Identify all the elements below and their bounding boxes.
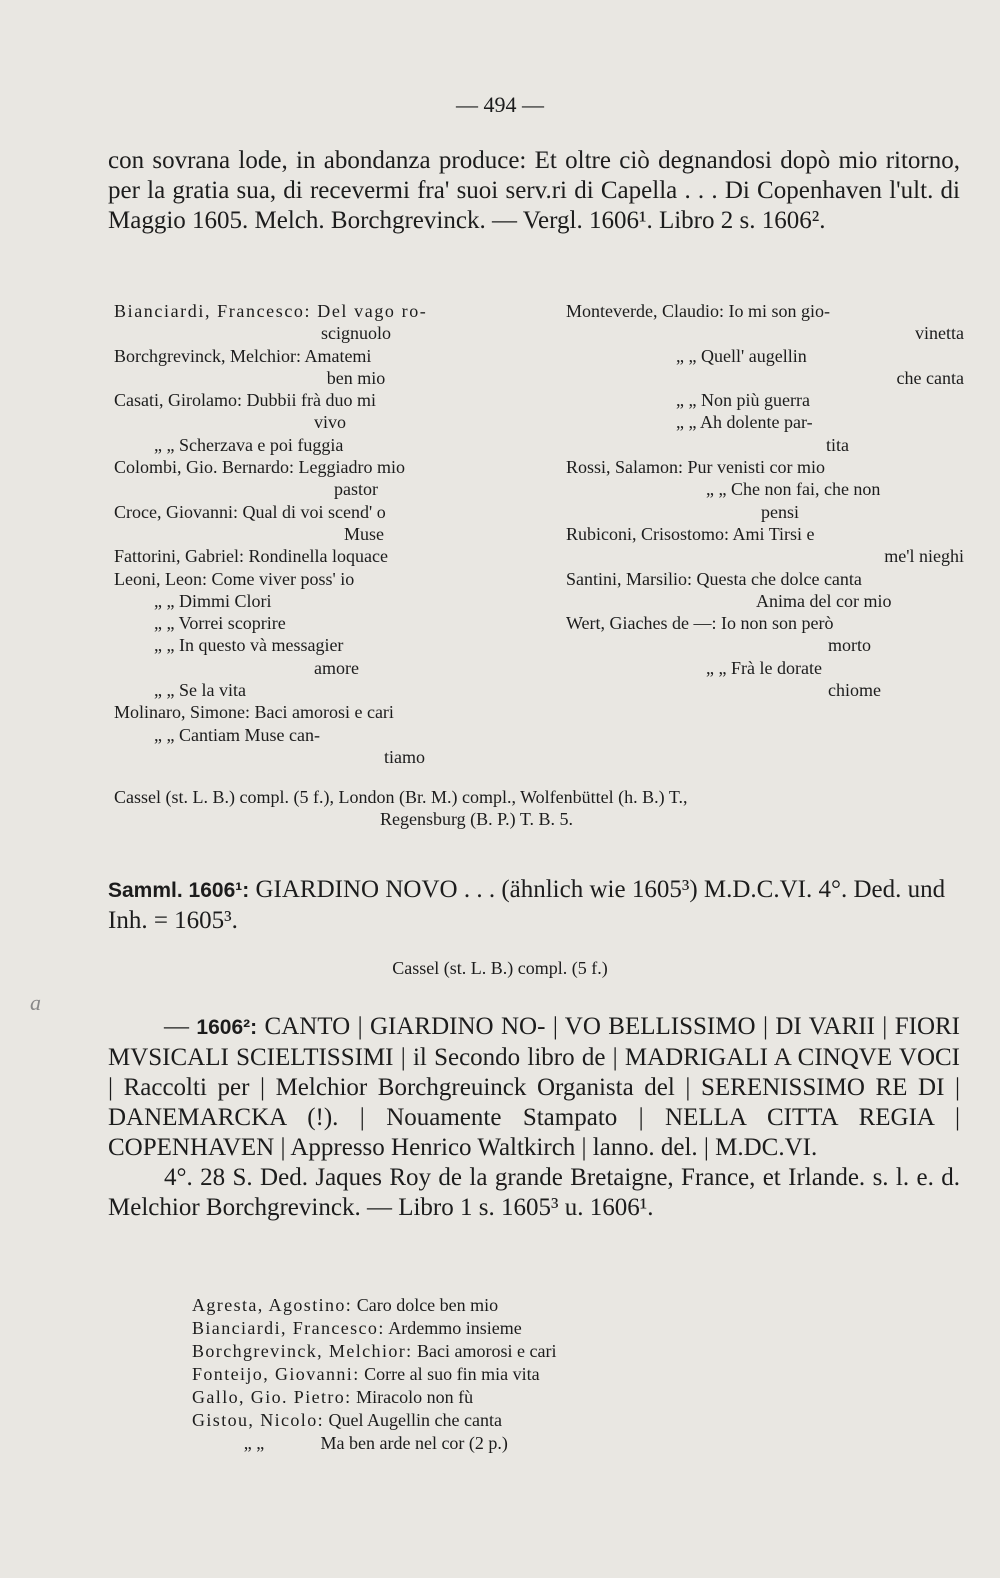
right-column bbox=[566, 300, 964, 701]
entry-cont: tiamo bbox=[384, 746, 425, 767]
samml-label: Samml. 1606¹: bbox=[108, 879, 250, 902]
entry-text: „ „ Cantiam Muse can- bbox=[154, 724, 320, 745]
entry-cont: vinetta bbox=[915, 323, 964, 344]
entry-text: „ „ Ah dolente par- bbox=[676, 412, 813, 433]
piece-title: Corre al suo fin mia vita bbox=[359, 1364, 540, 1384]
piece-title: Caro dolce ben mio bbox=[352, 1295, 499, 1315]
entry bbox=[566, 612, 964, 657]
entry-text: Casati, Girolamo: Dubbii frà duo mi bbox=[114, 390, 376, 411]
entry-text: Monteverde, Claudio: Io mi son gio- bbox=[566, 301, 830, 321]
samml-1606-2 bbox=[108, 1012, 960, 1223]
entry-cont: scignuolo bbox=[321, 323, 391, 344]
entry: „ „ Vorrei scoprire bbox=[154, 613, 286, 634]
library-holdings bbox=[114, 786, 964, 830]
entry bbox=[566, 300, 964, 345]
piece-title: Miracolo non fù bbox=[351, 1387, 474, 1407]
entry-text: Rubiconi, Crisostomo: Ami Tirsi e bbox=[566, 523, 815, 544]
entry: Leoni, Leon: Come viver poss' io bbox=[114, 568, 355, 589]
entry: „ „ Scherzava e poi fuggia bbox=[154, 434, 344, 455]
library-line-2: Regensburg (B. P.) T. B. 5. bbox=[380, 809, 574, 829]
entry-cont: pastor bbox=[334, 479, 378, 500]
entry-text: Bianciardi, Francesco: Del vago ro- bbox=[114, 301, 428, 321]
entry-text: „ „ Quell' augellin bbox=[676, 345, 807, 366]
entry bbox=[566, 411, 964, 456]
entry-text: Wert, Giaches de —: Io non son però bbox=[566, 613, 834, 634]
entry bbox=[566, 478, 964, 523]
entry: Anima del cor mio bbox=[756, 590, 892, 611]
list-item bbox=[192, 1409, 557, 1432]
entry-cont: vivo bbox=[314, 412, 347, 433]
entry-cont: che canta bbox=[896, 367, 964, 388]
page-number: — 494 — bbox=[456, 92, 544, 117]
composer-name: „ „ bbox=[243, 1433, 265, 1453]
entry: Fattorini, Gabriel: Rondinella loquace bbox=[114, 546, 388, 567]
intro-paragraph: con sovrana lode, in abondanza produce: Et oltre ciò degnandosi dopò mio ritorno, per la gratia sua, di recevermi fra' suoi serv.ri di Capella . . . Di Copenhaven l'ult. di Maggio 1605. Melch. Borchgrevinck. — Vergl. 1606¹. Libro 2 s. 1606². bbox=[108, 147, 960, 234]
entry-cont: morto bbox=[828, 635, 871, 656]
entry-text: Borchgrevinck, Melchior: Amatemi bbox=[114, 345, 372, 366]
entry-cont: me'l nieghi bbox=[884, 546, 964, 567]
left-column bbox=[114, 300, 538, 768]
entry-text: Colombi, Gio. Bernardo: Leggiadro mio bbox=[114, 457, 405, 478]
list-item bbox=[192, 1340, 557, 1363]
entry bbox=[114, 724, 538, 769]
piece-title: Baci amorosi e cari bbox=[412, 1341, 557, 1361]
entry: Santini, Marsilio: Questa che dolce canta bbox=[566, 568, 862, 589]
composer-name: Gallo, Gio. Pietro: bbox=[192, 1387, 352, 1407]
entry-cont: chiome bbox=[828, 680, 881, 701]
entry-text: „ „ Frà le dorate bbox=[706, 657, 822, 678]
library-holdings-2: Cassel (st. L. B.) compl. (5 f.) bbox=[392, 958, 608, 978]
entry bbox=[566, 345, 964, 390]
entry-cont: tita bbox=[826, 434, 849, 455]
entry bbox=[114, 634, 538, 679]
piece-title: Ma ben arde nel cor (2 p.) bbox=[316, 1433, 508, 1453]
entry bbox=[566, 523, 964, 568]
entry: „ „ Se la vita bbox=[154, 680, 246, 701]
samml-label: 1606²: bbox=[196, 1016, 258, 1039]
composer-name: Fonteijo, Giovanni: bbox=[192, 1364, 360, 1384]
entry-cont: pensi bbox=[761, 501, 799, 522]
composer-name: Borchgrevinck, Melchior: bbox=[192, 1341, 413, 1361]
entry bbox=[114, 300, 538, 345]
entry: Rossi, Salamon: Pur venisti cor mio bbox=[566, 457, 825, 478]
composer-name: Bianciardi, Francesco: bbox=[192, 1318, 385, 1338]
composer-name: Agresta, Agostino: bbox=[192, 1295, 353, 1315]
samml-title: CANTO | GIARDINO NO- | VO BELLISSIMO | DI VARII | FIORI MVSICALI SCIELTISSIMI | il Secondo libro de | MADRIGALI A CINQVE VOCI | Raccolti per | Melchior Borchgreuinck Organista del | SERENISSIMO RE DI | DANEMARCKA (!). | Nouamente Stampato | NELLA CITTA REGIA | COPENHAVEN | Appresso Henrico Waltkirch | lanno. del. | M.DC.VI. bbox=[108, 1013, 960, 1161]
entry: Molinaro, Simone: Baci amorosi e cari bbox=[114, 702, 394, 723]
list-item bbox=[192, 1432, 557, 1455]
samml-title-block: — 1606²: CANTO | GIARDINO NO- | VO BELLISSIMO | DI VARII | FIORI MVSICALI SCIELTISSIMI | il Secondo libro de | MADRIGALI A CINQVE VOCI | Raccolti per | Melchior Borchgreuinck Organista del | SERENISSIMO RE DI | DANEMARCKA (!). | Nouamente Stampato | NELLA CITTA REGIA | COPENHAVEN | Appresso Henrico Waltkirch | lanno. del. | M.DC.VI. bbox=[108, 1013, 960, 1161]
piece-title: Quel Augellin che canta bbox=[324, 1410, 502, 1430]
list-item bbox=[192, 1386, 557, 1409]
entry: „ „ Non più guerra bbox=[676, 390, 810, 411]
list-item bbox=[192, 1363, 557, 1386]
entry-text: „ „ Che non fai, che non bbox=[706, 479, 881, 500]
samml-1606-1 bbox=[108, 875, 960, 936]
entry: „ „ Dimmi Clori bbox=[154, 590, 272, 611]
samml-description: 4°. 28 S. Ded. Jaques Roy de la grande Bretaigne, France, et Irlande. s. l. e. d. Melchior Borchgrevinck. — Libro 1 s. 1605³ u. 1606¹. bbox=[108, 1164, 960, 1221]
entry-cont: Muse bbox=[344, 523, 384, 544]
entry bbox=[114, 389, 538, 434]
margin-mark: a bbox=[30, 990, 41, 1015]
entry bbox=[114, 345, 538, 390]
list-item bbox=[192, 1317, 557, 1340]
entry-cont: ben mio bbox=[326, 367, 386, 388]
entry-cont: amore bbox=[314, 657, 359, 678]
composer-name: Gistou, Nicolo: bbox=[192, 1410, 324, 1430]
samml-text: GIARDINO NOVO . . . (ähnlich wie 1605³) M.D.C.VI. 4°. Ded. und Inh. = 1605³. bbox=[108, 876, 946, 934]
entry bbox=[114, 501, 538, 546]
entry bbox=[566, 657, 964, 702]
entry-text: Croce, Giovanni: Qual di voi scend' o bbox=[114, 501, 386, 522]
piece-title: Ardemmo insieme bbox=[384, 1318, 522, 1338]
library-line-1: Cassel (st. L. B.) compl. (5 f.), London (Br. M.) compl., Wolfenbüttel (h. B.) T., bbox=[114, 787, 688, 807]
contents-list bbox=[192, 1294, 557, 1455]
list-item bbox=[192, 1294, 557, 1317]
entry bbox=[114, 456, 538, 501]
entry-text: „ „ In questo và messagier bbox=[154, 635, 344, 656]
